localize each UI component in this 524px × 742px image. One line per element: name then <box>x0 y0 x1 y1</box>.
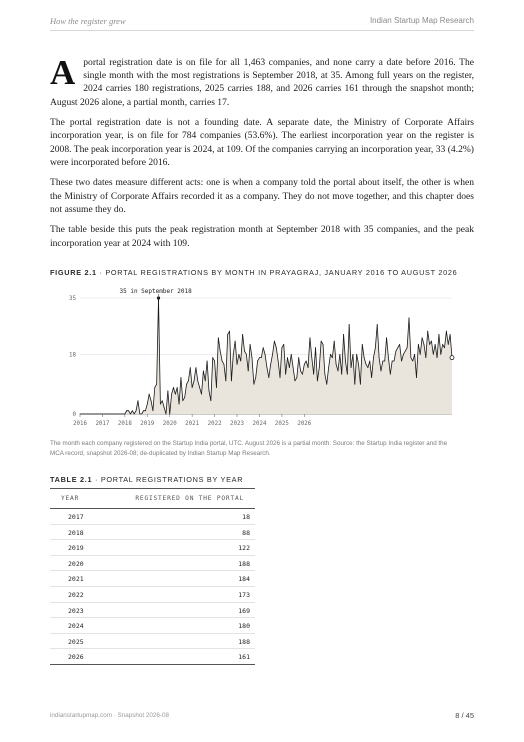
cell-year: 2021 <box>68 575 84 584</box>
table-row <box>50 649 255 664</box>
column-header-year: YEAR <box>61 495 80 502</box>
footer <box>50 712 474 724</box>
table-row <box>50 556 255 572</box>
page-separator: / <box>461 711 464 720</box>
y-axis-ticks <box>69 296 76 418</box>
cell-year: 2025 <box>68 637 84 646</box>
chapter-title: How the register grew <box>50 16 126 26</box>
cell-year: 2026 <box>68 653 84 662</box>
table-row <box>50 618 255 634</box>
x-tick-label: 2018 <box>117 421 132 427</box>
x-tick-label: 2020 <box>162 421 177 427</box>
cell-registered: 180 <box>238 622 250 631</box>
paragraph-1 <box>50 53 474 109</box>
table-row <box>50 571 255 587</box>
table-header <box>50 489 255 509</box>
drop-cap: A <box>50 53 76 92</box>
x-tick-label: 2026 <box>297 421 312 427</box>
figure-title-text: PORTAL REGISTRATIONS BY MONTH IN PRAYAGRAJ, JANUARY 2016 TO AUGUST 2026 <box>105 268 458 277</box>
table-row <box>50 525 255 541</box>
cell-year: 2023 <box>68 606 84 615</box>
figure-number: FIGURE 2.1 <box>50 268 97 277</box>
cell-registered: 188 <box>238 637 250 646</box>
header-rule <box>50 30 474 31</box>
registrations-table <box>50 488 255 665</box>
x-tick-label: 2017 <box>95 421 110 427</box>
cell-year: 2018 <box>68 528 84 537</box>
y-tick-label: 35 <box>69 296 76 302</box>
x-tick-label: 2024 <box>252 421 267 427</box>
x-axis-ticks <box>73 414 312 427</box>
x-tick-label: 2016 <box>73 421 87 427</box>
cell-registered: 188 <box>238 559 250 568</box>
cell-registered: 169 <box>238 606 250 615</box>
footer-site: indianstartupmap.com · Snapshot 2026-08 <box>50 712 170 719</box>
peak-marker <box>157 296 160 299</box>
table-row <box>50 509 255 525</box>
cell-registered: 161 <box>238 653 250 662</box>
x-tick-label: 2019 <box>140 421 155 427</box>
end-marker <box>450 356 454 360</box>
x-tick-label: 2025 <box>274 421 289 427</box>
column-header-registered: REGISTERED ON THE PORTAL <box>135 495 244 502</box>
table-row <box>50 540 255 556</box>
registrations-area <box>80 298 452 414</box>
current-page: 8 <box>455 711 460 720</box>
y-tick-label: 18 <box>69 352 76 359</box>
publication-name: Indian Startup Map Research <box>369 16 474 25</box>
x-tick-label: 2021 <box>185 421 200 427</box>
y-tick-label: 0 <box>72 412 76 418</box>
paragraph-3: These two dates measure different acts: one is when a company told the portal about itself, the other is when the Ministry of Corporate Affairs recorded it as a company. They do not move together, and this chapter does not assume they do. <box>50 177 474 215</box>
cell-year: 2020 <box>68 559 84 568</box>
cell-year: 2017 <box>68 513 84 521</box>
table-title: TABLE 2.1 · PORTAL REGISTRATIONS BY YEAR <box>50 475 244 484</box>
table-number: TABLE 2.1 <box>50 475 93 484</box>
cell-registered: 88 <box>242 528 250 537</box>
paragraph-2: The portal registration date is not a founding date. A separate date, the Ministry of Corporate Affairs incorporation year, is on file for 784 companies (53.6%). The earliest incorporation year on the register is 2008. The peak incorporation year is 2024, at 109. Of the companies carrying an incorporation year, 33 (4.2%) were incorporated before 2016. <box>50 117 474 168</box>
table-row <box>50 634 255 650</box>
cell-year: 2022 <box>68 590 84 599</box>
cell-registered: 18 <box>242 513 250 521</box>
total-pages: 45 <box>465 711 474 720</box>
x-tick-label: 2022 <box>207 421 222 427</box>
x-tick-label: 2023 <box>230 421 245 427</box>
running-head <box>50 16 474 30</box>
registrations-chart <box>50 282 474 428</box>
table-row <box>50 603 255 619</box>
body-text <box>50 53 474 257</box>
cell-registered: 122 <box>238 544 250 553</box>
figure-title: FIGURE 2.1 · PORTAL REGISTRATIONS BY MONTH IN PRAYAGRAJ, JANUARY 2016 TO AUGUST 2026 <box>50 268 458 277</box>
table-body <box>50 509 255 664</box>
table-row <box>50 587 255 603</box>
table-title-text: PORTAL REGISTRATIONS BY YEAR <box>100 475 244 484</box>
cell-year: 2019 <box>68 544 84 553</box>
peak-annotation: 35 in September 2018 <box>119 288 192 295</box>
cell-registered: 173 <box>238 590 250 599</box>
cell-year: 2024 <box>68 622 84 631</box>
page-number <box>455 711 474 720</box>
paragraph-4: The table beside this puts the peak registration month at September 2018 with 35 companies, and the peak incorporation year at 2024 with 109. <box>50 224 474 249</box>
figure-caption: The month each company registered on the Startup India portal, UTC. August 2026 is a partial month. Source: the Startup India register and the MCA record, snapshot 2026-08; de-duplicated by Indian Startup Map Research. <box>50 440 448 457</box>
cell-registered: 184 <box>238 575 250 584</box>
paragraph-1-text: portal registration date is on file for all 1,463 companies, and none carry a date before 2016. The single month with the most registrations is September 2018, at 35. Among full years on the register, 2024 carries 180 registrations, 2025 carries 188, and 2026 carries 161 through the snapshot month; August 2026 alone, a partial month, carries 17. <box>50 57 474 108</box>
